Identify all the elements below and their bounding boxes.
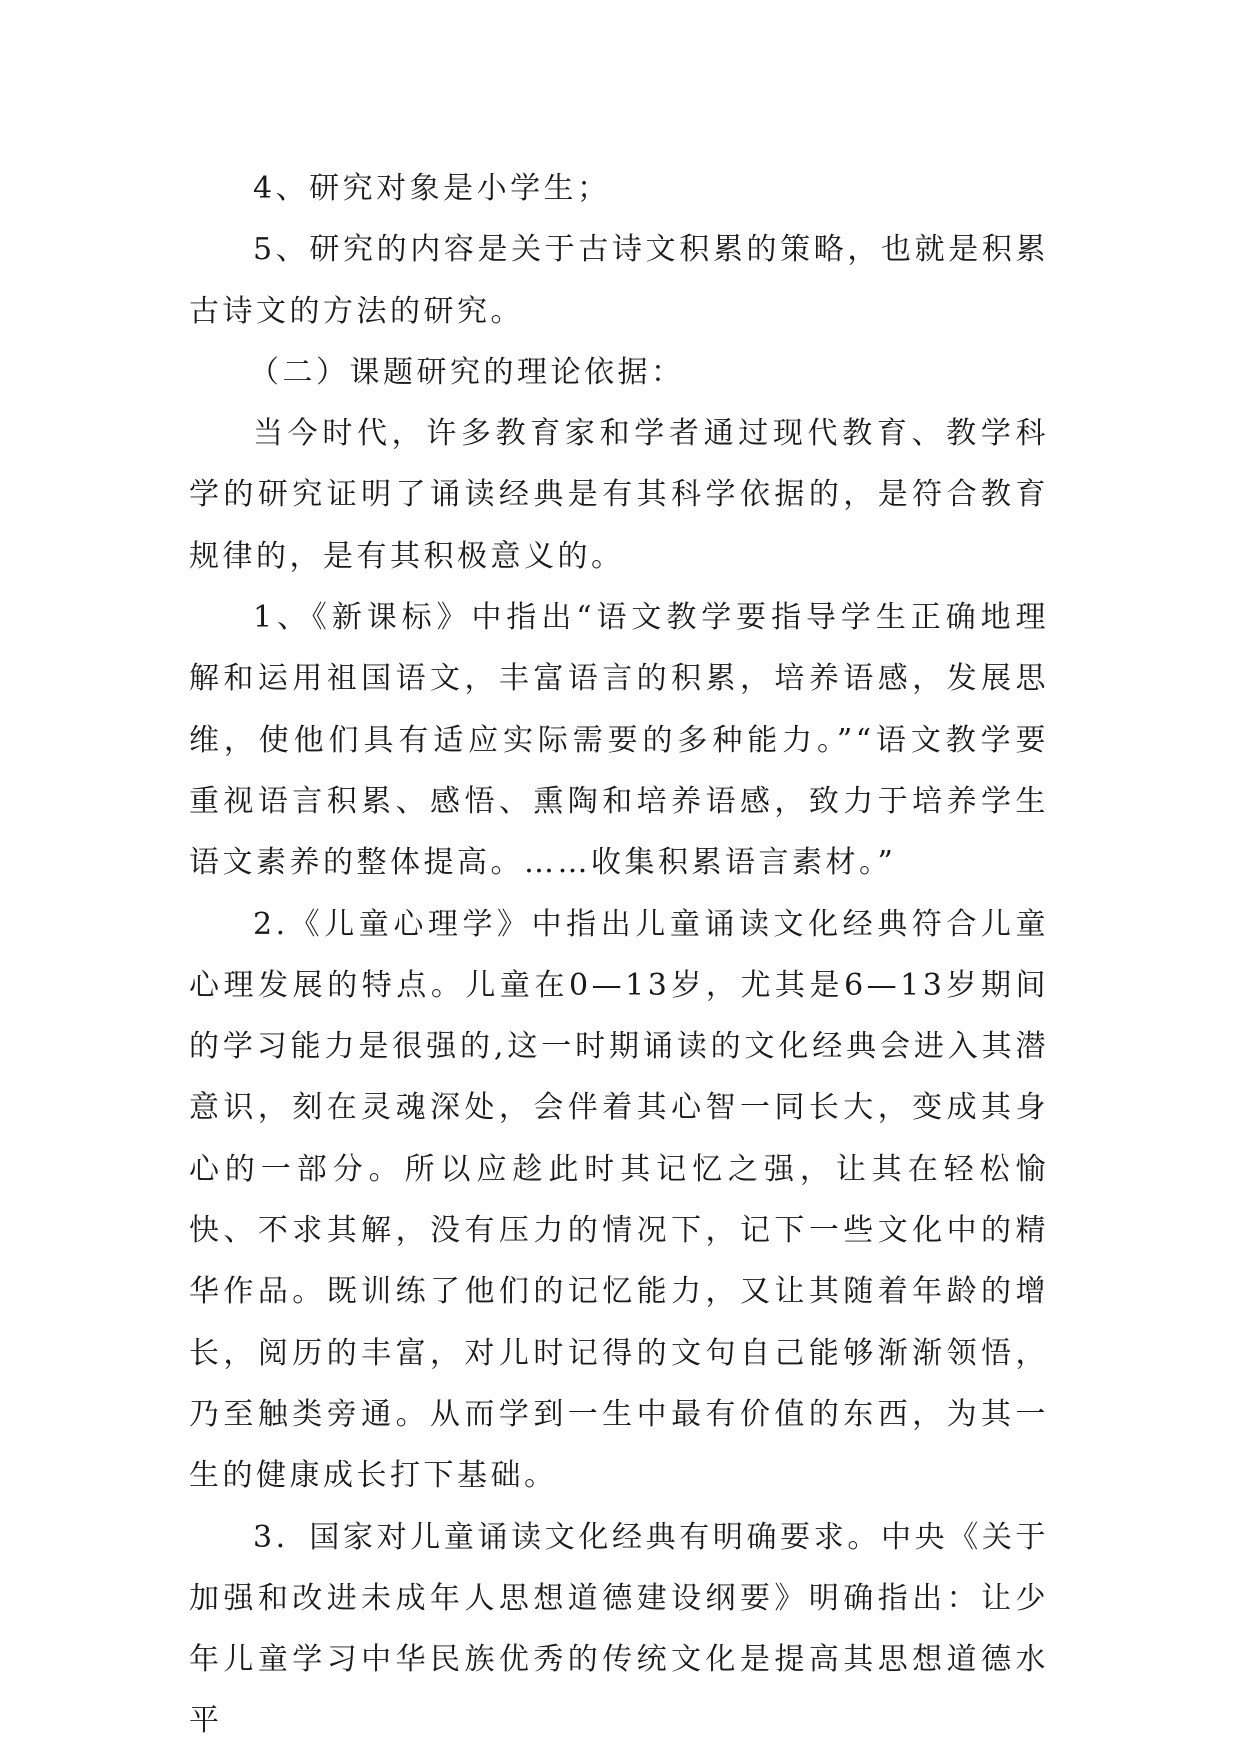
paragraph-intro: 当今时代，许多教育家和学者通过现代教育、教学科学的研究证明了诵读经典是有其科学依据的，是符合教育规律的，是有其积极意义的。 (189, 416, 1049, 574)
section-heading-theory: （二）课题研究的理论依据： (249, 354, 685, 390)
paragraph-item-4: 4、研究对象是小学生； (253, 171, 611, 206)
paragraph-item-5: 5、研究的内容是关于古诗文积累的策略，也就是积累古诗文的方法的研究。 (189, 232, 1049, 329)
document-body (189, 158, 1049, 1752)
paragraph-point-3: 3．国家对儿童诵读文化经典有明确要求。中央《关于加强和改进未成年人思想道德建设纲要》明确指出：让少年儿童学习中华民族优秀的传统文化是提高其思想道德水平 (189, 1519, 1049, 1739)
paragraph-point-1: 1、《新课标》中指出“语文教学要指导学生正确地理解和运用祖国语文，丰富语言的积累，培养语感，发展思维，使他们具有适应实际需要的多种能力。”“语文教学要重视语言积累、感悟、熏陶和培养语感，致力于培养学生语文素养的整体提高。……收集积累语言素材。” (189, 600, 1049, 881)
paragraph-point-2: 2.《儿童心理学》中指出儿童诵读文化经典符合儿童心理发展的特点。儿童在0—13岁，尤其是6—13岁期间的学习能力是很强的,这一时期诵读的文化经典会进入其潜意识，刻在灵魂深处，会伴着其心智一同长大，变成其身心的一部分。所以应趁此时其记忆之强，让其在轻松愉快、不求其解，没有压力的情况下，记下一些文化中的精华作品。既训练了他们的记忆能力，又让其随着年龄的增长，阅历的丰富，对儿时记得的文句自己能够渐渐领悟，乃至触类旁通。从而学到一生中最有价值的东西，为其一生的健康成长打下基础。 (189, 906, 1049, 1494)
